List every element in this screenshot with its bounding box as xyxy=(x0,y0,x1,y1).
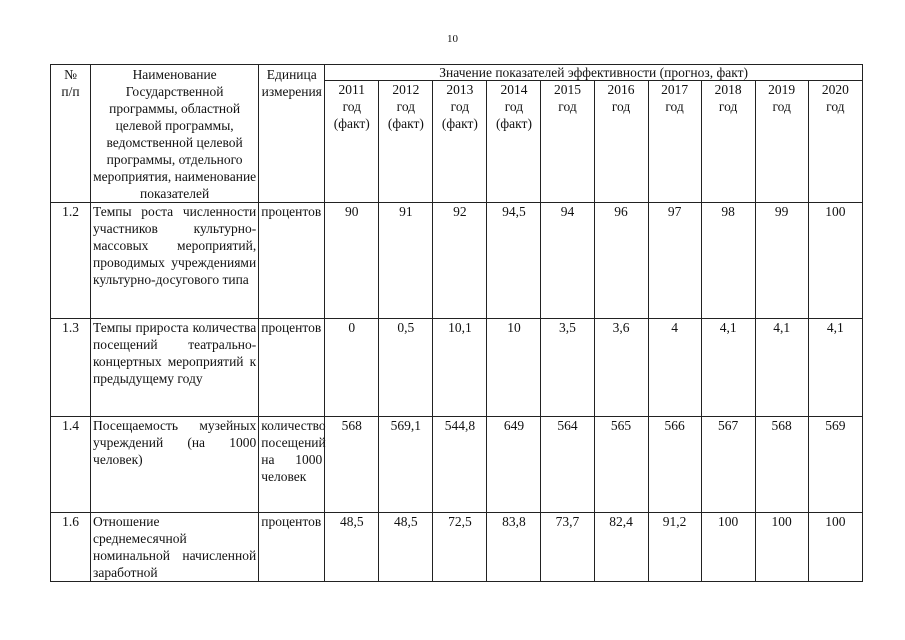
value-2015: 564 xyxy=(541,417,594,513)
value-2015: 73,7 xyxy=(541,513,594,582)
unit-of-measure: процентов xyxy=(259,319,325,417)
performance-indicators-table xyxy=(50,64,863,582)
value-2020: 4,1 xyxy=(808,319,862,417)
header-unit: Единица измерения xyxy=(259,65,325,203)
value-2012: 569,1 xyxy=(379,417,433,513)
header-year-2019: 2019 год xyxy=(755,81,808,203)
value-2013: 92 xyxy=(433,203,487,319)
value-2011: 568 xyxy=(325,417,379,513)
row-number: 1.3 xyxy=(51,319,91,417)
value-2011: 48,5 xyxy=(325,513,379,582)
indicator-name: Отношение среднемесячной номинальной начисленной заработной xyxy=(91,513,259,582)
value-2016: 96 xyxy=(594,203,648,319)
value-2015: 3,5 xyxy=(541,319,594,417)
header-indicator-values-group: Значение показателей эффективности (прогноз, факт) xyxy=(325,65,863,81)
value-2017: 4 xyxy=(648,319,701,417)
value-2011: 0 xyxy=(325,319,379,417)
value-2013: 10,1 xyxy=(433,319,487,417)
header-year-2020: 2020 год xyxy=(808,81,862,203)
value-2019: 99 xyxy=(755,203,808,319)
unit-of-measure: процентов xyxy=(259,513,325,582)
value-2017: 566 xyxy=(648,417,701,513)
value-2016: 82,4 xyxy=(594,513,648,582)
value-2016: 565 xyxy=(594,417,648,513)
value-2014: 649 xyxy=(487,417,541,513)
value-2020: 569 xyxy=(808,417,862,513)
header-year-2017: 2017 год xyxy=(648,81,701,203)
indicator-name: Темпы роста численности участников культурно-массовых мероприятий, проводимых учреждениями культурно-досугового типа xyxy=(91,203,259,319)
value-2013: 72,5 xyxy=(433,513,487,582)
value-2020: 100 xyxy=(808,203,862,319)
value-2015: 94 xyxy=(541,203,594,319)
value-2014: 10 xyxy=(487,319,541,417)
header-name: Наименование Государственной программы, областной целевой программы, ведомственной целевой программы, отдельного мероприятия, наименование показателей xyxy=(91,65,259,203)
value-2012: 48,5 xyxy=(379,513,433,582)
table-row xyxy=(51,203,863,319)
value-2017: 91,2 xyxy=(648,513,701,582)
table-row xyxy=(51,417,863,513)
value-2017: 97 xyxy=(648,203,701,319)
header-year-2016: 2016 год xyxy=(594,81,648,203)
header-year-2014: 2014 год (факт) xyxy=(487,81,541,203)
table-row xyxy=(51,513,863,582)
header-year-2012: 2012 год (факт) xyxy=(379,81,433,203)
header-row-number: № п/п xyxy=(51,65,91,203)
value-2019: 100 xyxy=(755,513,808,582)
unit-of-measure: процентов xyxy=(259,203,325,319)
value-2020: 100 xyxy=(808,513,862,582)
header-year-2018: 2018 год xyxy=(701,81,755,203)
value-2019: 568 xyxy=(755,417,808,513)
table-header xyxy=(51,65,863,203)
row-number: 1.4 xyxy=(51,417,91,513)
value-2014: 83,8 xyxy=(487,513,541,582)
header-year-2011: 2011 год (факт) xyxy=(325,81,379,203)
indicator-name: Темпы прироста количества посещений театрально-концертных мероприятий к предыдущему году xyxy=(91,319,259,417)
unit-of-measure: количество посещений на 1000 человек xyxy=(259,417,325,513)
value-2011: 90 xyxy=(325,203,379,319)
value-2013: 544,8 xyxy=(433,417,487,513)
row-number: 1.2 xyxy=(51,203,91,319)
value-2012: 91 xyxy=(379,203,433,319)
value-2016: 3,6 xyxy=(594,319,648,417)
page-number: 10 xyxy=(447,33,458,45)
header-year-2013: 2013 год (факт) xyxy=(433,81,487,203)
value-2018: 567 xyxy=(701,417,755,513)
value-2018: 100 xyxy=(701,513,755,582)
value-2018: 4,1 xyxy=(701,319,755,417)
table-row xyxy=(51,319,863,417)
header-year-2015: 2015 год xyxy=(541,81,594,203)
indicator-name: Посещаемость музейных учреждений (на 1000 человек) xyxy=(91,417,259,513)
value-2012: 0,5 xyxy=(379,319,433,417)
value-2014: 94,5 xyxy=(487,203,541,319)
row-number: 1.6 xyxy=(51,513,91,582)
value-2019: 4,1 xyxy=(755,319,808,417)
value-2018: 98 xyxy=(701,203,755,319)
